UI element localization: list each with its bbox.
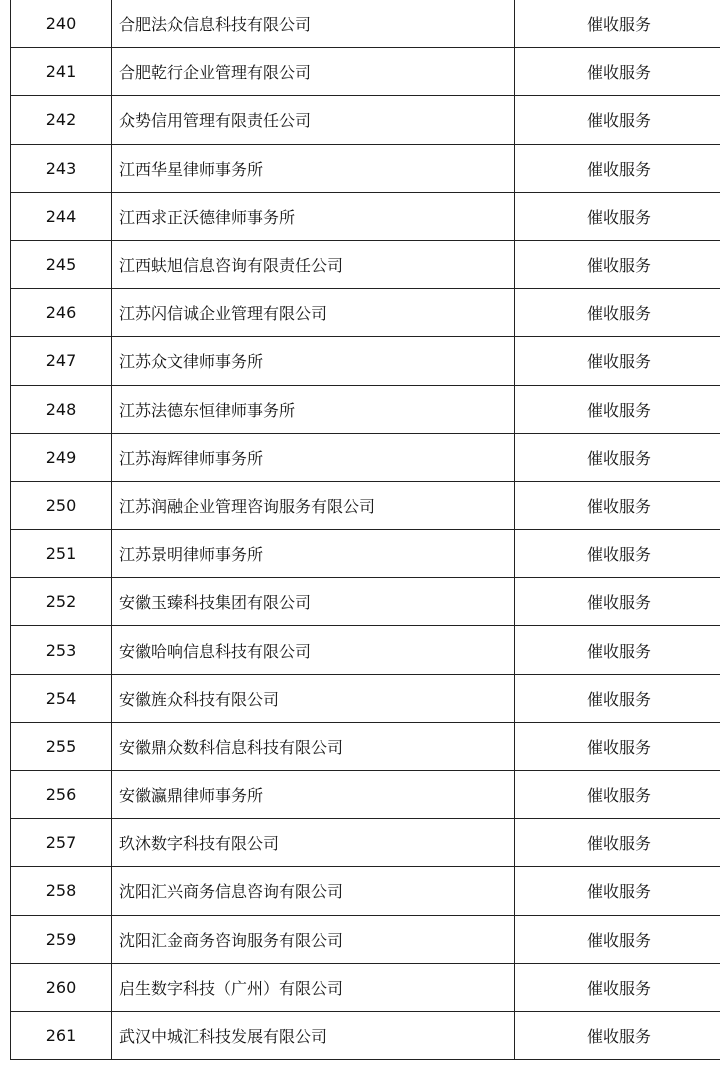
service-type: 催收服务 xyxy=(515,819,720,867)
company-name: 江西华星律师事务所 xyxy=(112,144,515,192)
table-row xyxy=(11,0,720,48)
company-name: 江苏法德东恒律师事务所 xyxy=(112,385,515,433)
table-row xyxy=(11,915,720,963)
table-row xyxy=(11,192,720,240)
table-row xyxy=(11,144,720,192)
service-type: 催收服务 xyxy=(515,867,720,915)
company-name: 江苏众文律师事务所 xyxy=(112,337,515,385)
company-name: 江苏海辉律师事务所 xyxy=(112,433,515,481)
service-type: 催收服务 xyxy=(515,433,720,481)
service-type: 催收服务 xyxy=(515,578,720,626)
service-type: 催收服务 xyxy=(515,626,720,674)
table-row xyxy=(11,337,720,385)
company-name: 安徽瀛鼎律师事务所 xyxy=(112,771,515,819)
table-row xyxy=(11,481,720,529)
service-type: 催收服务 xyxy=(515,1011,720,1059)
row-number: 242 xyxy=(11,96,112,144)
service-type: 催收服务 xyxy=(515,674,720,722)
company-name: 合肥法众信息科技有限公司 xyxy=(112,0,515,48)
company-name: 众势信用管理有限责任公司 xyxy=(112,96,515,144)
company-name: 安徽旌众科技有限公司 xyxy=(112,674,515,722)
table-row xyxy=(11,963,720,1011)
service-type: 催收服务 xyxy=(515,481,720,529)
service-type: 催收服务 xyxy=(515,771,720,819)
row-number: 259 xyxy=(11,915,112,963)
service-type: 催收服务 xyxy=(515,530,720,578)
row-number: 245 xyxy=(11,240,112,288)
row-number: 255 xyxy=(11,722,112,770)
service-type: 催收服务 xyxy=(515,240,720,288)
table-row xyxy=(11,578,720,626)
row-number: 241 xyxy=(11,48,112,96)
company-name: 江苏润融企业管理咨询服务有限公司 xyxy=(112,481,515,529)
table-row xyxy=(11,771,720,819)
row-number: 253 xyxy=(11,626,112,674)
row-number: 258 xyxy=(11,867,112,915)
table-row xyxy=(11,1011,720,1059)
company-name: 安徽玉臻科技集团有限公司 xyxy=(112,578,515,626)
row-number: 240 xyxy=(11,0,112,48)
table-row xyxy=(11,819,720,867)
service-type: 催收服务 xyxy=(515,963,720,1011)
row-number: 251 xyxy=(11,530,112,578)
company-name: 江西蚨旭信息咨询有限责任公司 xyxy=(112,240,515,288)
row-number: 247 xyxy=(11,337,112,385)
service-type: 催收服务 xyxy=(515,289,720,337)
table-row xyxy=(11,867,720,915)
table-row xyxy=(11,626,720,674)
row-number: 261 xyxy=(11,1011,112,1059)
company-name: 沈阳汇金商务咨询服务有限公司 xyxy=(112,915,515,963)
row-number: 256 xyxy=(11,771,112,819)
row-number: 246 xyxy=(11,289,112,337)
table-row xyxy=(11,96,720,144)
service-type: 催收服务 xyxy=(515,192,720,240)
service-type: 催收服务 xyxy=(515,337,720,385)
row-number: 243 xyxy=(11,144,112,192)
service-type: 催收服务 xyxy=(515,0,720,48)
service-type: 催收服务 xyxy=(515,96,720,144)
service-type: 催收服务 xyxy=(515,915,720,963)
company-name: 启生数字科技（广州）有限公司 xyxy=(112,963,515,1011)
table-row xyxy=(11,722,720,770)
company-name: 江苏闪信诚企业管理有限公司 xyxy=(112,289,515,337)
table-row xyxy=(11,289,720,337)
company-name: 安徽哈响信息科技有限公司 xyxy=(112,626,515,674)
table-row xyxy=(11,530,720,578)
company-name: 江苏景明律师事务所 xyxy=(112,530,515,578)
company-name: 玖沐数字科技有限公司 xyxy=(112,819,515,867)
company-name: 沈阳汇兴商务信息咨询有限公司 xyxy=(112,867,515,915)
table-body xyxy=(11,0,720,1060)
row-number: 244 xyxy=(11,192,112,240)
table-row xyxy=(11,240,720,288)
table-row xyxy=(11,385,720,433)
company-table xyxy=(10,0,720,1060)
company-name: 江西求正沃德律师事务所 xyxy=(112,192,515,240)
table-row xyxy=(11,674,720,722)
row-number: 260 xyxy=(11,963,112,1011)
service-type: 催收服务 xyxy=(515,48,720,96)
company-name: 合肥乾行企业管理有限公司 xyxy=(112,48,515,96)
service-type: 催收服务 xyxy=(515,385,720,433)
row-number: 249 xyxy=(11,433,112,481)
service-type: 催收服务 xyxy=(515,722,720,770)
service-type: 催收服务 xyxy=(515,144,720,192)
table-row xyxy=(11,433,720,481)
company-name: 安徽鼎众数科信息科技有限公司 xyxy=(112,722,515,770)
row-number: 252 xyxy=(11,578,112,626)
row-number: 248 xyxy=(11,385,112,433)
table-row xyxy=(11,48,720,96)
row-number: 250 xyxy=(11,481,112,529)
row-number: 254 xyxy=(11,674,112,722)
company-name: 武汉中城汇科技发展有限公司 xyxy=(112,1011,515,1059)
row-number: 257 xyxy=(11,819,112,867)
